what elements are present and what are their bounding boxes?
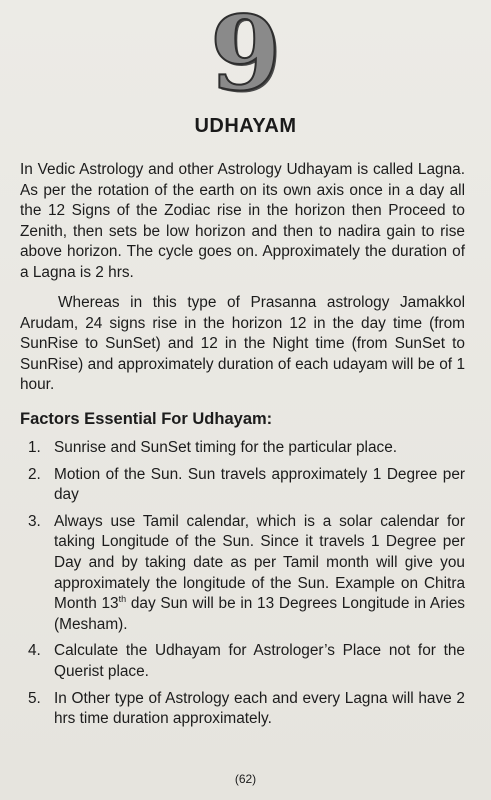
list-item-text: Motion of the Sun. Sun travels approximately 1 Degree per day: [54, 465, 465, 504]
list-item: [20, 689, 465, 730]
list-item: [20, 465, 465, 506]
ordinal-suffix: th: [118, 594, 127, 605]
list-item-number: 2.: [28, 465, 41, 483]
list-item-text: [54, 512, 465, 636]
page-number: (62): [234, 772, 257, 786]
list-item: [20, 512, 465, 636]
section-heading: Factors Essential For Udhayam:: [20, 410, 273, 428]
list-item-number: 4.: [28, 642, 41, 660]
body-paragraph-1: In Vedic Astrology and other Astrology Udhayam is called Lagna. As per the rotation of the earth on its own axis once in a day all the 12 Signs of the Zodiac rise in the horizon then Proceed to Zenith, then sets be low horizon and then to nadira gain to rise above horizon. The cycle goes on. Approximately the duration of a Lagna is 2 hrs.: [20, 161, 465, 281]
list-item-text-part: day Sun will be in 13 Degrees Longitude in Aries (Mesham).: [54, 595, 465, 633]
list-item-text-part: Always use Tamil calendar, which is a solar calendar for taking Longitude of the Sun. Since it travels 1 Degree per Day and by taking date as per Tamil month will give you approximately the longitude of the Sun. Example on Chitra Month 13: [54, 512, 465, 613]
factor-list: [20, 438, 465, 736]
list-item-number: 5.: [28, 689, 41, 707]
chapter-title: UDHAYAM: [194, 115, 297, 137]
list-item-text: Sunrise and SunSet timing for the particular place.: [54, 439, 398, 456]
list-item-text: Calculate the Udhayam for Astrologer’s Place not for the Querist place.: [54, 642, 465, 680]
list-item-text: In Other type of Astrology each and every Lagna will have 2 hrs time duration approximately.: [54, 689, 465, 728]
list-item-number: 3.: [28, 512, 41, 530]
list-item: [20, 438, 465, 459]
body-paragraph-2: Whereas in this type of Prasanna astrology Jamakkol Arudam, 24 signs rise in the horizon 12 in the day time (from SunRise to SunSet) and 12 in the Night time (from SunSet to SunRise) and approximately duration of each udayam will be of 1 hour.: [20, 294, 465, 394]
list-item-number: 1.: [28, 439, 41, 456]
chapter-number: 9: [210, 0, 281, 114]
list-item: [20, 641, 465, 682]
